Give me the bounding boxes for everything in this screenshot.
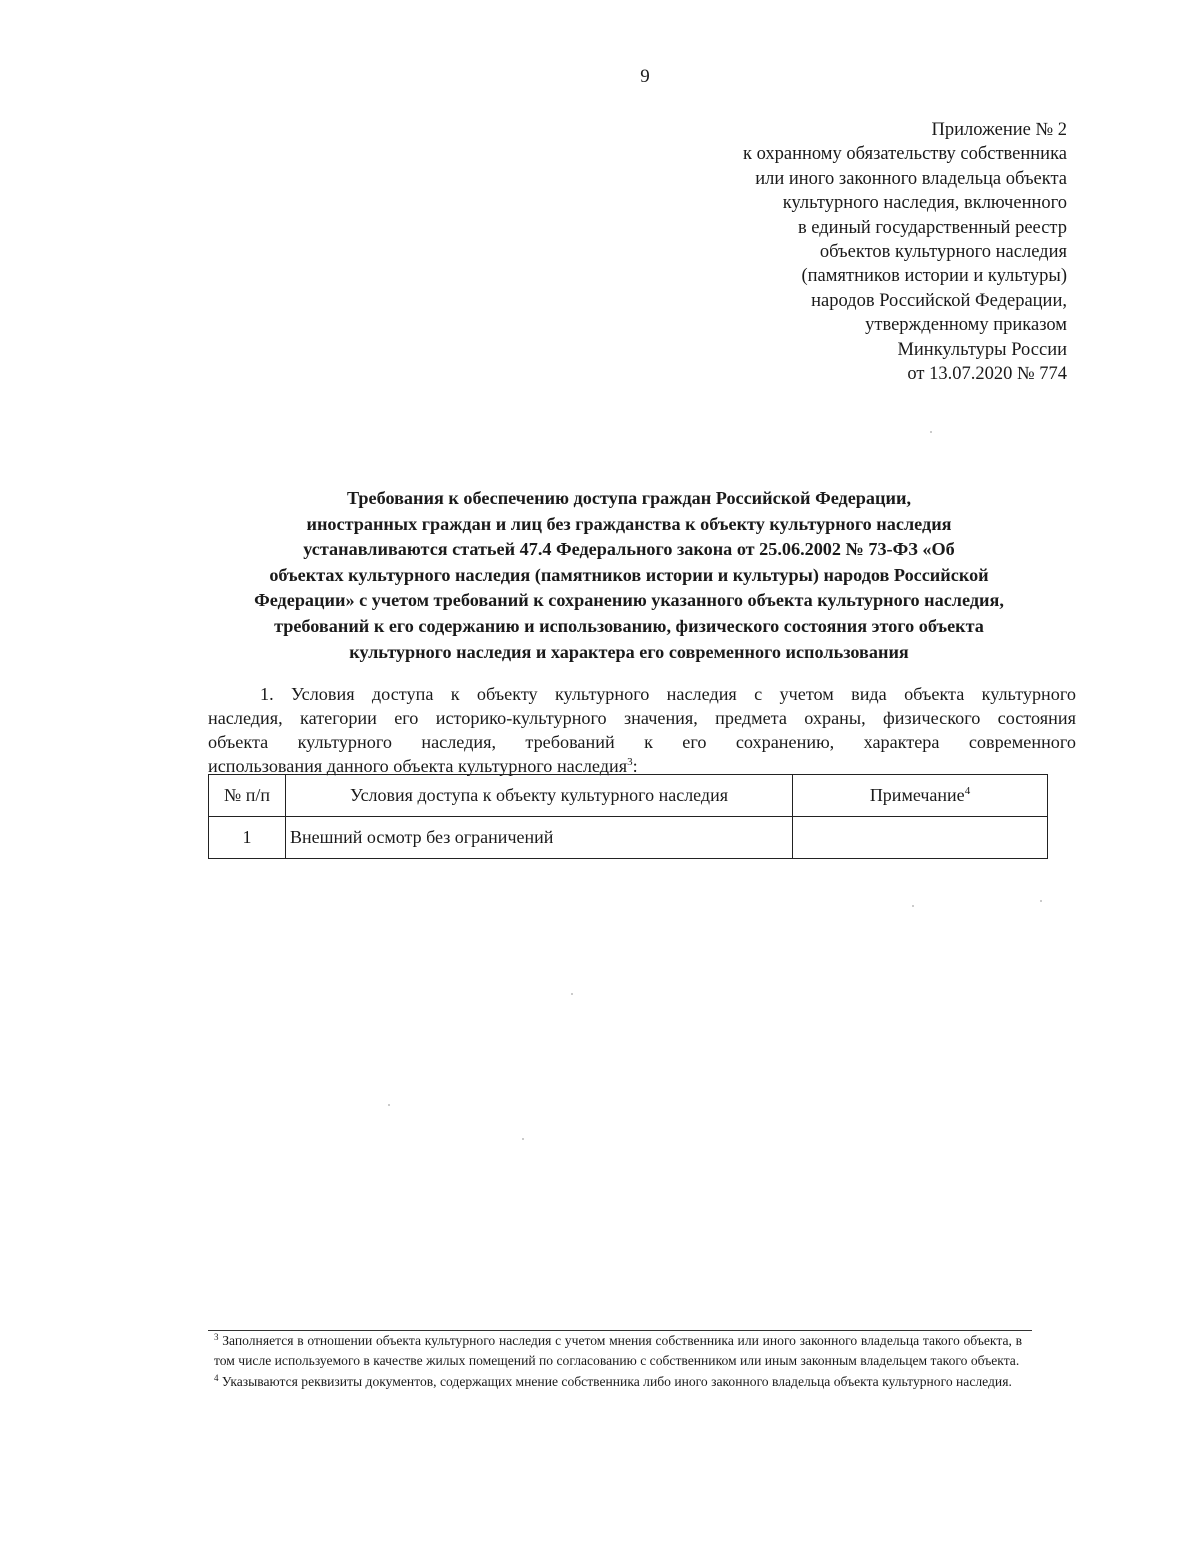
scan-speck <box>1040 900 1042 902</box>
paragraph-line: 1. Условия доступа к объекту культурного наследия с учетом вида объекта культурного <box>260 684 1076 704</box>
appendix-line: от 13.07.2020 № 774 <box>907 364 1067 385</box>
header-conditions: Условия доступа к объекту культурного наследия <box>286 775 793 817</box>
heading-line: объектах культурного наследия (памятников истории и культуры) народов Российской <box>269 564 989 585</box>
appendix-line: объектов культурного наследия <box>819 242 1067 263</box>
paragraph-line: объекта культурного наследия, требований к его сохранению, характера современного <box>208 732 1076 752</box>
header-num: № п/п <box>209 775 286 817</box>
cell-note <box>793 817 1048 859</box>
scan-speck <box>912 905 914 907</box>
scan-speck <box>522 1138 524 1140</box>
appendix-line: народов Российской Федерации, <box>811 290 1067 311</box>
footnote-text: Заполняется в отношении объекта культурного наследия с учетом мнения собственника или иного законного владельца такого объекта, в том числе используемого в качестве жилых помещений по согласованию с собственником или иным законным владельцем такого объекта. <box>214 1333 1022 1368</box>
appendix-line: или иного законного владельца объекта <box>755 168 1067 189</box>
page-number: 9 <box>640 66 650 87</box>
appendix-block <box>647 118 1067 386</box>
appendix-line: к охранному обязательству собственника <box>742 144 1067 165</box>
cell-conditions: Внешний осмотр без ограничений <box>286 817 793 859</box>
footnote-3 <box>214 1331 1022 1370</box>
paragraph-end: : <box>632 756 638 776</box>
appendix-line: культурного наследия, включенного <box>782 193 1067 214</box>
footnote-ref[interactable]: 4 <box>964 785 971 797</box>
table-row <box>209 817 1048 859</box>
appendix-line: (памятников истории и культуры) <box>801 266 1067 287</box>
document-heading <box>208 486 1050 665</box>
paragraph-1 <box>208 682 1076 778</box>
heading-line: Требования к обеспечению доступа граждан Российской Федерации, <box>346 488 911 508</box>
paragraph-line: наследия, категории его историко-культурного значения, предмета охраны, физического состояния <box>208 708 1076 728</box>
appendix-line: в единый государственный реестр <box>797 217 1067 238</box>
header-note-label: Примечание <box>869 785 965 805</box>
heading-line: Федерации» с учетом требований к сохранению указанного объекта культурного наследия, <box>254 590 1004 611</box>
access-conditions-table <box>208 774 1048 859</box>
scan-speck <box>388 1104 390 1106</box>
footnote-mark: 4 <box>214 1373 219 1383</box>
appendix-line: утвержденному приказом <box>865 315 1067 336</box>
scan-speck <box>571 993 573 995</box>
heading-line: культурного наследия и характера его современного использования <box>349 641 909 662</box>
footnote-mark: 3 <box>214 1332 219 1342</box>
table-header-row <box>209 775 1048 817</box>
footnotes <box>214 1331 1022 1394</box>
heading-line: устанавливаются статьей 47.4 Федерального закона от 25.06.2002 № 73-ФЗ «Об <box>303 539 955 560</box>
header-note <box>793 775 1048 817</box>
cell-num: 1 <box>209 817 286 859</box>
heading-line: требований к его содержанию и использованию, физического состояния этого объекта <box>274 615 984 636</box>
paragraph-line: использования данного объекта культурного наследия <box>208 756 628 776</box>
footnote-text: Указываются реквизиты документов, содержащих мнение собственника либо иного законного владельца объекта культурного наследия. <box>218 1374 1012 1389</box>
appendix-line: Приложение № 2 <box>931 120 1067 140</box>
heading-line: иностранных граждан и лиц без гражданства к объекту культурного наследия <box>306 513 952 534</box>
footnote-4 <box>214 1372 1022 1392</box>
appendix-line: Минкультуры России <box>897 339 1067 360</box>
scan-speck <box>930 431 932 433</box>
footnote-ref[interactable]: 3 <box>627 756 633 768</box>
